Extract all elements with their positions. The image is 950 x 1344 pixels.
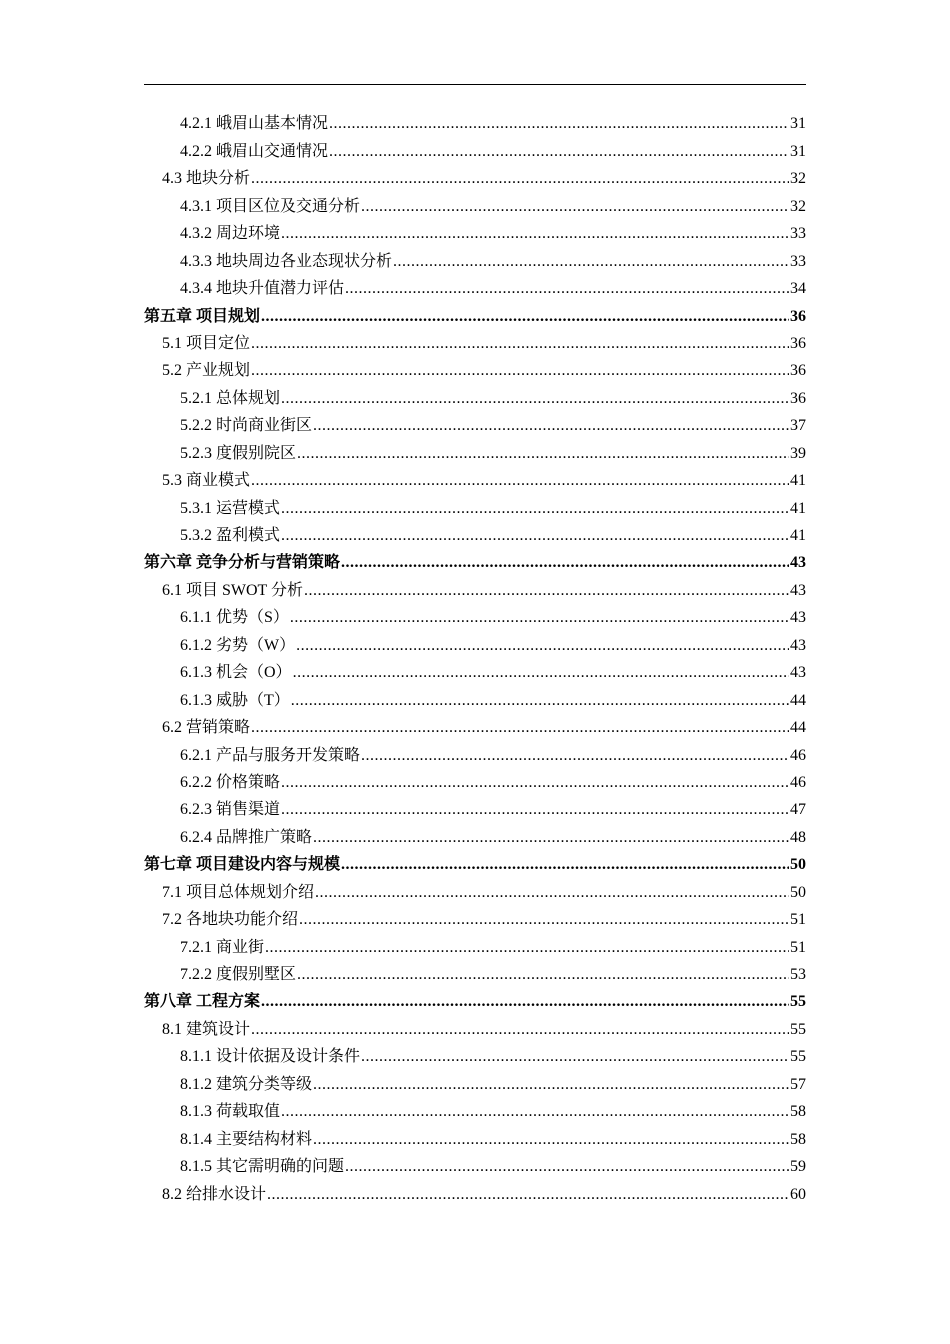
- toc-entry-title: 6.1.3 机会（O）: [180, 664, 292, 682]
- toc-dot-leader: [313, 412, 789, 439]
- toc-dot-leader: [251, 1016, 789, 1043]
- toc-entry[interactable]: [144, 1153, 806, 1180]
- toc-page-number: 41: [790, 499, 806, 517]
- toc-dot-leader: [267, 1181, 789, 1208]
- toc-page-number: 36: [790, 307, 806, 325]
- toc-entry-title: 8.1.5 其它需明确的问题: [180, 1158, 345, 1176]
- toc-entry-title: 4.3 地块分析: [162, 170, 251, 188]
- toc-entry[interactable]: [144, 1015, 806, 1042]
- toc-page-number: 44: [790, 719, 806, 737]
- toc-dot-leader: [345, 1153, 789, 1180]
- toc-dot-leader: [251, 330, 789, 357]
- toc-dot-leader: [281, 522, 789, 549]
- toc-entry[interactable]: [144, 576, 806, 603]
- toc-entry-title: 8.1.2 建筑分类等级: [180, 1075, 313, 1093]
- toc-page-number: 34: [790, 280, 806, 298]
- toc-dot-leader: [304, 577, 789, 604]
- toc-entry[interactable]: [144, 467, 806, 494]
- toc-entry[interactable]: [144, 1070, 806, 1097]
- toc-entry[interactable]: [144, 110, 806, 137]
- toc-page-number: 51: [790, 938, 806, 956]
- toc-entry-title: 6.2.4 品牌推广策略: [180, 828, 313, 846]
- toc-dot-leader: [313, 1071, 789, 1098]
- toc-entry-title: 6.1 项目 SWOT 分析: [162, 581, 304, 599]
- toc-page-number: 50: [790, 883, 806, 901]
- toc-entry[interactable]: [144, 412, 806, 439]
- toc-page-number: 43: [790, 636, 806, 654]
- toc-page-number: 31: [790, 115, 806, 133]
- toc-dot-leader: [393, 248, 789, 275]
- toc-entry-title: 第八章 工程方案: [144, 993, 261, 1011]
- toc-page-number: 33: [790, 225, 806, 243]
- toc-dot-leader: [299, 906, 789, 933]
- toc-dot-leader: [361, 193, 789, 220]
- toc-page-number: 36: [790, 334, 806, 352]
- toc-entry-title: 5.2.1 总体规划: [180, 389, 281, 407]
- toc-entry[interactable]: [144, 522, 806, 549]
- toc-entry[interactable]: [144, 823, 806, 850]
- toc-entry-title: 7.2.1 商业街: [180, 938, 265, 956]
- toc-page-number: 39: [790, 444, 806, 462]
- toc-entry[interactable]: [144, 137, 806, 164]
- toc-dot-leader: [313, 824, 789, 851]
- toc-page-number: 41: [790, 527, 806, 544]
- toc-page-number: 48: [790, 828, 806, 846]
- toc-entry[interactable]: [144, 192, 806, 219]
- toc-entry-title: 8.1 建筑设计: [162, 1020, 251, 1038]
- toc-dot-leader: [296, 632, 789, 659]
- toc-entry-title: 7.2 各地块功能介绍: [162, 911, 299, 929]
- toc-entry-title: 6.2.2 价格策略: [180, 773, 281, 791]
- toc-entry[interactable]: [144, 357, 806, 384]
- toc-entry[interactable]: [144, 796, 806, 823]
- toc-entry[interactable]: [144, 384, 806, 411]
- toc-page-number: 32: [790, 170, 806, 188]
- toc-entry-title: 6.2.1 产品与服务开发策略: [180, 746, 361, 764]
- toc-entry[interactable]: [144, 988, 806, 1015]
- toc-page-number: 36: [790, 362, 806, 380]
- toc-page-number: 59: [790, 1158, 806, 1176]
- toc-entry-title: 5.2 产业规划: [162, 362, 251, 380]
- table-of-contents: [144, 110, 806, 1208]
- toc-entry[interactable]: [144, 714, 806, 741]
- toc-entry-title: 4.2.1 峨眉山基本情况: [180, 115, 329, 133]
- toc-page-number: 33: [790, 252, 806, 270]
- toc-page-number: 43: [790, 554, 806, 572]
- toc-entry[interactable]: [144, 439, 806, 466]
- toc-page-number: 43: [790, 609, 806, 627]
- toc-entry[interactable]: [144, 769, 806, 796]
- toc-entry-title: 第六章 竞争分析与营销策略: [144, 554, 341, 572]
- toc-dot-leader: [281, 769, 789, 796]
- toc-entry-title: 4.3.1 项目区位及交通分析: [180, 197, 361, 215]
- toc-entry-title: 6.2.3 销售渠道: [180, 801, 281, 819]
- toc-page-number: 31: [790, 142, 806, 160]
- toc-dot-leader: [361, 742, 789, 769]
- toc-entry[interactable]: [144, 686, 806, 713]
- toc-dot-leader: [281, 220, 789, 247]
- toc-page-number: 55: [790, 1048, 806, 1066]
- toc-entry[interactable]: [144, 961, 806, 988]
- toc-dot-leader: [290, 604, 789, 631]
- toc-dot-leader: [251, 467, 789, 494]
- toc-entry[interactable]: [144, 549, 806, 576]
- toc-dot-leader: [361, 1043, 789, 1070]
- toc-entry-title: 7.1 项目总体规划介绍: [162, 883, 315, 901]
- toc-entry[interactable]: [144, 165, 806, 192]
- toc-entry-title: 6.1.1 优势（S）: [180, 609, 289, 627]
- toc-page-number: 43: [790, 664, 806, 682]
- toc-entry-title: 第五章 项目规划: [144, 307, 261, 325]
- toc-page-number: 41: [790, 472, 806, 490]
- toc-entry-title: 5.3.1 运营模式: [180, 499, 281, 517]
- toc-entry[interactable]: [144, 878, 806, 905]
- toc-entry-title: 6.1.3 威胁（T）: [180, 691, 290, 709]
- toc-dot-leader: [261, 988, 789, 1015]
- toc-entry[interactable]: [144, 906, 806, 933]
- toc-dot-leader: [297, 961, 789, 988]
- toc-entry[interactable]: [144, 659, 806, 686]
- toc-dot-leader: [293, 659, 789, 686]
- toc-dot-leader: [329, 110, 789, 137]
- toc-entry-title: 5.2.3 度假别院区: [180, 444, 297, 462]
- toc-entry-title: 8.1.4 主要结构材料: [180, 1130, 313, 1148]
- toc-page-number: 36: [790, 389, 806, 407]
- toc-entry[interactable]: [144, 494, 806, 521]
- toc-dot-leader: [341, 549, 789, 576]
- toc-entry-title: 8.1.3 荷载取值: [180, 1103, 281, 1121]
- toc-entry[interactable]: [144, 1098, 806, 1125]
- toc-page-number: 51: [790, 911, 806, 929]
- toc-page-number: 55: [790, 1020, 806, 1038]
- toc-entry[interactable]: [144, 741, 806, 768]
- toc-entry[interactable]: [144, 631, 806, 658]
- toc-page-number: 32: [790, 197, 806, 215]
- toc-entry-title: 8.2 给排水设计: [162, 1185, 267, 1203]
- toc-dot-leader: [281, 796, 789, 823]
- toc-entry-title: 4.2.2 峨眉山交通情况: [180, 142, 329, 160]
- toc-page-number: 46: [790, 773, 806, 791]
- toc-page-number: 43: [790, 581, 806, 599]
- toc-entry[interactable]: [144, 1043, 806, 1070]
- toc-entry[interactable]: [144, 851, 806, 878]
- toc-entry[interactable]: [144, 1180, 806, 1207]
- toc-entry-title: 第七章 项目建设内容与规模: [144, 856, 341, 874]
- toc-page-number: 60: [790, 1185, 806, 1203]
- toc-entry[interactable]: [144, 933, 806, 960]
- toc-page-number: 47: [790, 801, 806, 819]
- toc-dot-leader: [251, 714, 789, 741]
- toc-dot-leader: [281, 1098, 789, 1125]
- toc-page-number: 44: [790, 691, 806, 709]
- toc-dot-leader: [313, 1126, 789, 1153]
- toc-entry-title: 5.3.2 盈利模式: [180, 527, 281, 544]
- toc-dot-leader: [281, 495, 789, 522]
- toc-dot-leader: [251, 357, 789, 384]
- toc-page-number: 57: [790, 1075, 806, 1093]
- toc-page-number: 46: [790, 746, 806, 764]
- toc-entry-title: 4.3.2 周边环境: [180, 225, 281, 243]
- toc-entry-title: 5.1 项目定位: [162, 334, 251, 352]
- toc-dot-leader: [281, 385, 789, 412]
- toc-page-number: 55: [790, 993, 806, 1011]
- toc-dot-leader: [341, 851, 789, 878]
- toc-entry-title: 5.2.2 时尚商业街区: [180, 417, 313, 435]
- toc-entry-title: 6.1.2 劣势（W）: [180, 636, 296, 654]
- toc-entry[interactable]: [144, 247, 806, 274]
- toc-entry-title: 5.3 商业模式: [162, 472, 251, 490]
- toc-entry-title: 7.2.2 度假别墅区: [180, 966, 297, 983]
- toc-entry[interactable]: [144, 220, 806, 247]
- toc-entry[interactable]: [144, 302, 806, 329]
- toc-dot-leader: [315, 879, 789, 906]
- toc-dot-leader: [291, 687, 789, 714]
- toc-page-number: 37: [790, 417, 806, 435]
- toc-page-number: 58: [790, 1130, 806, 1148]
- toc-dot-leader: [297, 440, 789, 467]
- header-rule: [144, 84, 806, 85]
- toc-entry-title: 6.2 营销策略: [162, 719, 251, 737]
- toc-entry[interactable]: [144, 1125, 806, 1152]
- toc-dot-leader: [345, 275, 789, 302]
- toc-entry-title: 8.1.1 设计依据及设计条件: [180, 1048, 361, 1066]
- toc-dot-leader: [251, 165, 789, 192]
- toc-page-number: 50: [790, 856, 806, 874]
- toc-dot-leader: [261, 303, 789, 330]
- toc-dot-leader: [265, 934, 789, 961]
- toc-page-number: 58: [790, 1103, 806, 1121]
- toc-page-number: 53: [790, 966, 806, 983]
- toc-entry[interactable]: [144, 604, 806, 631]
- toc-entry-title: 4.3.4 地块升值潜力评估: [180, 280, 345, 298]
- toc-dot-leader: [329, 138, 789, 165]
- toc-entry[interactable]: [144, 330, 806, 357]
- toc-entry-title: 4.3.3 地块周边各业态现状分析: [180, 252, 393, 270]
- toc-entry[interactable]: [144, 275, 806, 302]
